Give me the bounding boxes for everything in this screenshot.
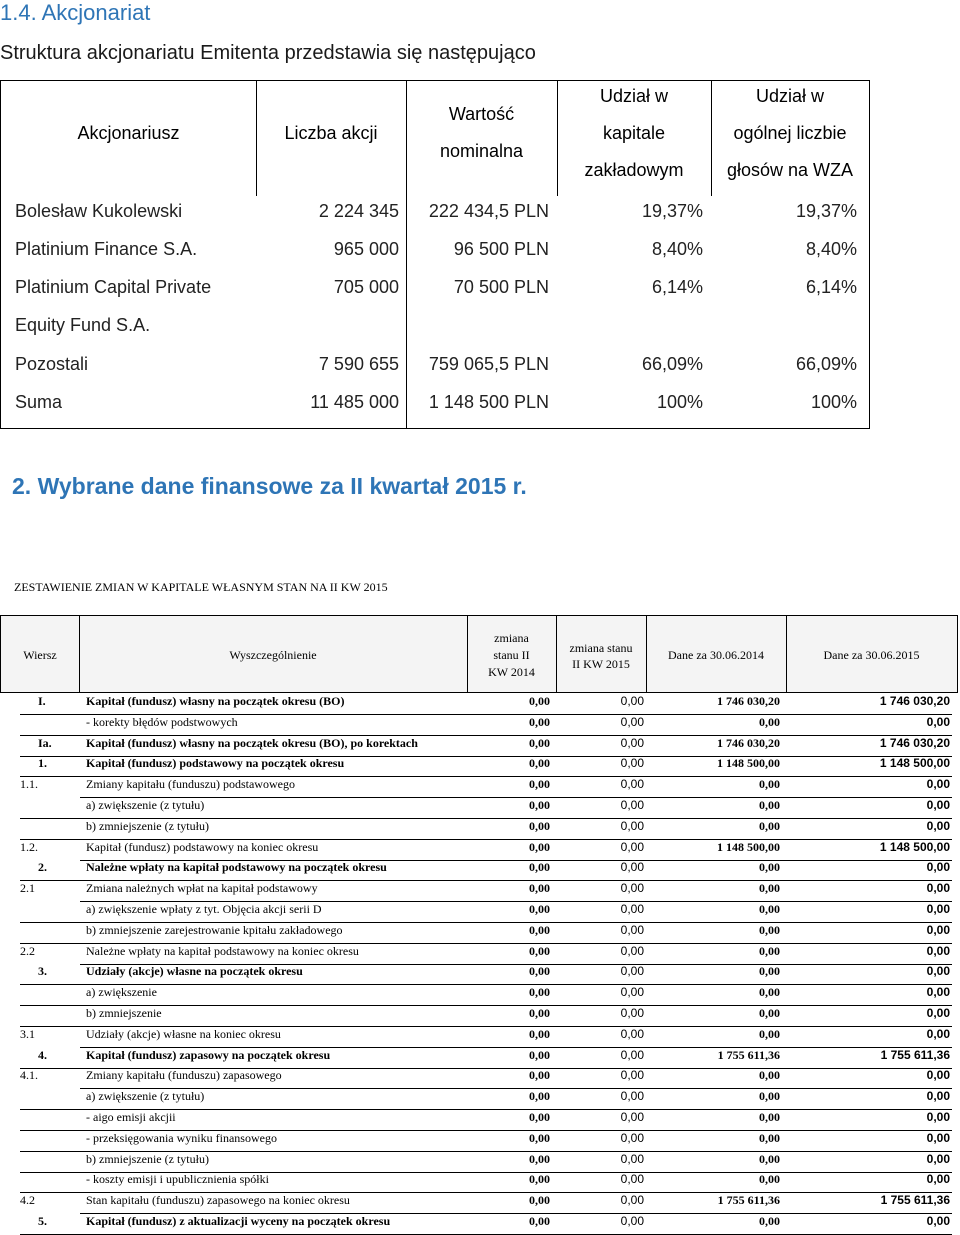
data-2014-value: 0,00 xyxy=(759,902,780,916)
header-change-2015: zmiana stanu xyxy=(569,641,633,655)
data-2014-value: 1 746 030,20 xyxy=(717,694,780,708)
change-2015-value: 0,00 xyxy=(620,839,644,854)
change-2014-value: 0,00 xyxy=(529,943,550,958)
data-2015-value: 0,00 xyxy=(926,1214,950,1228)
data-2015-value: 0,00 xyxy=(926,902,950,916)
votes-share: 66,09% xyxy=(795,354,857,374)
data-2015-value: 1 746 030,20 xyxy=(879,735,950,750)
change-2014-value: 0,00 xyxy=(529,1130,550,1145)
header-row-number: Wiersz xyxy=(23,648,57,662)
data-2014-value: 0,00 xyxy=(759,1110,780,1124)
change-2014-value: 0,00 xyxy=(529,1172,550,1187)
change-2014-value: 0,00 xyxy=(529,777,550,792)
header-change-2015: II KW 2015 xyxy=(572,657,630,671)
table-row xyxy=(0,964,958,985)
change-2014-value: 0,00 xyxy=(529,1151,550,1166)
section-intro: Struktura akcjonariatu Emitenta przedstawia się następująco xyxy=(0,42,536,64)
data-2014-value: 0,00 xyxy=(759,1006,780,1020)
header-shares: Liczba akcji xyxy=(284,123,378,143)
row-description: Kapitał (fundusz) zapasowy na początek okresu xyxy=(86,1047,331,1062)
change-2014-value: 0,00 xyxy=(529,881,550,896)
row-description: Zmiana należnych wpłat na kapitał podstawowy xyxy=(86,881,318,896)
change-2014-value: 0,00 xyxy=(529,1193,550,1208)
header-data-2015: Dane za 30.06.2015 xyxy=(823,648,920,662)
row-description: - aigo emisji akcjii xyxy=(86,1110,176,1124)
row-description: b) zmniejszenie (z tytułu) xyxy=(86,818,209,833)
data-2015-value: 1 148 500,00 xyxy=(879,839,950,854)
data-2015-value: 0,00 xyxy=(926,1068,950,1083)
nominal-value: 70 500 PLN xyxy=(453,277,549,297)
change-2014-value: 0,00 xyxy=(529,756,550,771)
data-2014-value: 0,00 xyxy=(759,985,780,1000)
data-2015-value: 0,00 xyxy=(926,881,950,896)
table-row xyxy=(0,736,958,757)
change-2015-value: 0,00 xyxy=(620,860,644,875)
row-description: - korekty błędów podstwowych xyxy=(86,714,238,729)
data-2015-value: 0,00 xyxy=(926,1130,950,1145)
data-2014-value: 1 148 500,00 xyxy=(717,756,780,771)
data-2015-value: 1 148 500,00 xyxy=(879,756,950,771)
data-2014-value: 1 755 611,36 xyxy=(717,1047,780,1062)
change-2015-value: 0,00 xyxy=(620,964,644,979)
table-row xyxy=(0,1214,958,1235)
row-number: 3.1 xyxy=(20,1026,35,1041)
data-2015-value: 0,00 xyxy=(926,777,950,792)
data-2015-value: 0,00 xyxy=(926,714,950,729)
holder-name: Platinium Capital Private xyxy=(15,277,212,297)
data-2014-value: 0,00 xyxy=(759,1151,780,1166)
votes-share: 19,37% xyxy=(795,201,857,221)
row-number: 3. xyxy=(38,964,47,979)
nominal-value: 1 148 500 PLN xyxy=(428,392,549,412)
capital-share: 6,14% xyxy=(651,277,703,297)
table-row xyxy=(0,1027,958,1048)
row-description: - przeksięgowania wyniku finansowego xyxy=(86,1130,277,1145)
row-number: 4. xyxy=(38,1047,47,1062)
change-2014-value: 0,00 xyxy=(529,985,550,1000)
change-2015-value: 0,00 xyxy=(620,1172,644,1187)
votes-share: 8,40% xyxy=(805,239,857,259)
row-description: Udziały (akcje) własne na początek okresu xyxy=(86,964,303,979)
data-2015-value: 0,00 xyxy=(926,1006,950,1020)
row-description: Należne wpłaty na kapitał podstawowy na początek okresu xyxy=(86,860,387,875)
table-row xyxy=(0,1152,958,1173)
data-2014-value: 0,00 xyxy=(759,943,780,958)
financial-table-title: ZESTAWIENIE ZMIAN W KAPITALE WŁASNYM STAN NA II KW 2015 xyxy=(14,580,388,594)
change-2015-value: 0,00 xyxy=(620,1214,644,1228)
section-heading: 2. Wybrane dane finansowe za II kwartał 2015 r. xyxy=(12,473,527,499)
row-description: Stan kapitału (funduszu) zapasowego na koniec okresu xyxy=(86,1193,350,1208)
row-number: Ia. xyxy=(38,735,52,750)
row-number: I. xyxy=(38,694,46,708)
data-2015-value: 0,00 xyxy=(926,1172,950,1187)
header-change-2014: stanu II xyxy=(493,648,530,662)
table-row xyxy=(0,798,958,819)
data-2014-value: 0,00 xyxy=(759,798,780,812)
row-description: Kapitał (fundusz) z aktualizacji wyceny na początek okresu xyxy=(86,1214,391,1228)
table-row xyxy=(0,985,958,1006)
data-2014-value: 0,00 xyxy=(759,1214,780,1228)
change-2014-value: 0,00 xyxy=(529,1214,550,1228)
change-2015-value: 0,00 xyxy=(620,1047,644,1062)
shares-value: 2 224 345 xyxy=(318,201,399,221)
header-data-2014: Dane za 30.06.2014 xyxy=(668,648,764,662)
data-2015-value: 1 746 030,20 xyxy=(879,694,950,708)
change-2015-value: 0,00 xyxy=(620,1130,644,1145)
change-2015-value: 0,00 xyxy=(620,1089,644,1104)
shares-value: 705 000 xyxy=(333,277,399,297)
holder-name-cont: Equity Fund S.A. xyxy=(15,315,151,335)
row-description: a) zwiększenie (z tytułu) xyxy=(86,1089,205,1104)
data-2014-value: 1 755 611,36 xyxy=(717,1193,780,1208)
row-number: 4.2 xyxy=(20,1193,35,1208)
row-number: 1.1. xyxy=(20,777,38,792)
header-votes: głosów na WZA xyxy=(726,160,854,180)
data-2014-value: 0,00 xyxy=(759,860,780,875)
table-row xyxy=(0,1089,958,1110)
data-2014-value: 0,00 xyxy=(759,922,780,937)
nominal-value: 759 065,5 PLN xyxy=(428,354,549,374)
row-description: Zmiany kapitału (funduszu) podstawowego xyxy=(86,777,295,792)
data-2015-value: 0,00 xyxy=(926,1110,950,1124)
row-description: Kapitał (fundusz) własny na początek okresu (BO), po korektach xyxy=(86,735,418,750)
change-2014-value: 0,00 xyxy=(529,839,550,854)
row-number: 2.1 xyxy=(20,881,35,896)
change-2014-value: 0,00 xyxy=(529,1110,550,1124)
header-capital: kapitale xyxy=(602,123,666,143)
nominal-value: 96 500 PLN xyxy=(453,239,549,259)
holder-name: Platinium Finance S.A. xyxy=(15,239,198,259)
capital-share: 8,40% xyxy=(651,239,703,259)
header-capital: zakładowym xyxy=(584,160,684,180)
row-number: 2. xyxy=(38,860,47,875)
data-2014-value: 0,00 xyxy=(759,881,780,896)
header-capital: Udział w xyxy=(599,86,669,106)
change-2014-value: 0,00 xyxy=(529,1068,550,1083)
capital-share: 19,37% xyxy=(641,201,703,221)
data-2015-value: 0,00 xyxy=(926,1151,950,1166)
data-2014-value: 0,00 xyxy=(759,1089,780,1104)
table-row xyxy=(0,860,958,881)
table-row xyxy=(0,715,958,736)
change-2014-value: 0,00 xyxy=(529,1089,550,1104)
row-description: a) zwiększenie xyxy=(86,985,157,1000)
header-change-2014: zmiana xyxy=(494,631,529,645)
row-number: 1. xyxy=(38,756,47,771)
data-2014-value: 0,00 xyxy=(759,1172,780,1187)
header-votes: Udział w xyxy=(755,86,825,106)
row-number: 4.1. xyxy=(20,1068,38,1083)
change-2015-value: 0,00 xyxy=(620,756,644,771)
change-2014-value: 0,00 xyxy=(529,1006,550,1020)
change-2015-value: 0,00 xyxy=(620,985,644,1000)
holder-name: Pozostali xyxy=(15,354,89,374)
row-description: Kapitał (fundusz) podstawowy na początek okresu xyxy=(86,756,345,771)
change-2015-value: 0,00 xyxy=(620,881,644,896)
change-2015-value: 0,00 xyxy=(620,735,644,750)
data-2015-value: 0,00 xyxy=(926,943,950,958)
shares-value: 7 590 655 xyxy=(318,354,399,374)
table-row xyxy=(0,1048,958,1069)
change-2014-value: 0,00 xyxy=(529,964,550,979)
data-2015-value: 1 755 611,36 xyxy=(880,1047,950,1062)
data-2014-value: 0,00 xyxy=(759,1130,780,1145)
data-2015-value: 1 755 611,36 xyxy=(880,1193,950,1208)
data-2015-value: 0,00 xyxy=(926,922,950,937)
table-row xyxy=(0,840,958,861)
row-number: 2.2 xyxy=(20,943,35,958)
change-2015-value: 0,00 xyxy=(620,922,644,937)
header-nominal: Wartość xyxy=(448,104,515,124)
header-description: Wyszczególnienie xyxy=(229,648,317,662)
table-row xyxy=(0,777,958,798)
change-2014-value: 0,00 xyxy=(529,798,550,812)
section-title: 1.4. Akcjonariat xyxy=(0,0,151,25)
data-2015-value: 0,00 xyxy=(926,860,950,875)
table-row xyxy=(0,694,958,715)
table-row xyxy=(0,756,958,777)
data-2015-value: 0,00 xyxy=(926,1089,950,1104)
table-row xyxy=(0,902,958,923)
change-2014-value: 0,00 xyxy=(529,860,550,875)
data-2014-value: 0,00 xyxy=(759,964,780,979)
shares-value: 965 000 xyxy=(333,239,399,259)
change-2015-value: 0,00 xyxy=(620,818,644,833)
holder-name: Bolesław Kukolewski xyxy=(15,201,183,221)
change-2015-value: 0,00 xyxy=(620,714,644,729)
change-2014-value: 0,00 xyxy=(529,922,550,937)
change-2014-value: 0,00 xyxy=(529,714,550,729)
data-2014-value: 0,00 xyxy=(759,714,780,729)
change-2015-value: 0,00 xyxy=(620,902,644,916)
data-2014-value: 0,00 xyxy=(759,1026,780,1041)
change-2015-value: 0,00 xyxy=(620,1068,644,1083)
row-description: a) zwiększenie wpłaty z tyt. Objęcia akcji serii D xyxy=(86,902,322,916)
data-2014-value: 1 746 030,20 xyxy=(717,735,780,750)
votes-share: 6,14% xyxy=(805,277,857,297)
table-row xyxy=(0,1172,958,1193)
change-2014-value: 0,00 xyxy=(529,1047,550,1062)
change-2015-value: 0,00 xyxy=(620,1193,644,1208)
table-row xyxy=(0,819,958,840)
holder-name: Suma xyxy=(15,392,63,412)
row-description: a) zwiększenie (z tytułu) xyxy=(86,798,205,812)
change-2014-value: 0,00 xyxy=(529,694,550,708)
change-2015-value: 0,00 xyxy=(620,1026,644,1041)
change-2015-value: 0,00 xyxy=(620,1151,644,1166)
table-row xyxy=(0,1193,958,1214)
header-votes: ogólnej liczbie xyxy=(733,123,847,143)
header-change-2014: KW 2014 xyxy=(488,665,535,679)
row-description: Zmiany kapitału (funduszu) zapasowego xyxy=(86,1068,282,1083)
data-2015-value: 0,00 xyxy=(926,818,950,833)
row-number: 5. xyxy=(38,1214,47,1228)
nominal-value: 222 434,5 PLN xyxy=(428,201,549,221)
row-number: 1.2. xyxy=(20,839,38,854)
change-2015-value: 0,00 xyxy=(620,694,644,708)
table-row xyxy=(0,881,958,902)
shares-value: 11 485 000 xyxy=(310,392,399,412)
table-row xyxy=(0,1006,958,1027)
data-2014-value: 1 148 500,00 xyxy=(717,839,780,854)
row-description: b) zmniejszenie xyxy=(86,1006,162,1020)
row-description: b) zmniejszenie (z tytułu) xyxy=(86,1151,209,1166)
change-2015-value: 0,00 xyxy=(620,798,644,812)
table-row xyxy=(0,923,958,944)
row-description: Udziały (akcje) własne na koniec okresu xyxy=(86,1026,281,1041)
change-2015-value: 0,00 xyxy=(620,777,644,792)
row-description: b) zmniejszenie zarejestrowanie kpitału zakładowego xyxy=(86,922,343,937)
row-description: Kapitał (fundusz) własny na początek okresu (BO) xyxy=(86,694,345,708)
change-2015-value: 0,00 xyxy=(620,1110,644,1124)
data-2015-value: 0,00 xyxy=(926,964,950,979)
votes-share: 100% xyxy=(810,392,857,412)
change-2014-value: 0,00 xyxy=(529,1026,550,1041)
data-2014-value: 0,00 xyxy=(759,818,780,833)
table-row xyxy=(0,1131,958,1152)
capital-share: 66,09% xyxy=(641,354,703,374)
table-row xyxy=(0,1110,958,1131)
table-row xyxy=(0,944,958,965)
data-2014-value: 0,00 xyxy=(759,1068,780,1083)
change-2015-value: 0,00 xyxy=(620,1006,644,1020)
data-2015-value: 0,00 xyxy=(926,798,950,812)
change-2015-value: 0,00 xyxy=(620,943,644,958)
row-description: - koszty emisji i upublicznienia spółki xyxy=(86,1172,269,1187)
header-nominal: nominalna xyxy=(439,141,524,161)
shareholder-table xyxy=(0,80,870,429)
change-2014-value: 0,00 xyxy=(529,902,550,916)
row-description: Kapitał (fundusz) podstawowy na koniec okresu xyxy=(86,839,319,854)
data-2014-value: 0,00 xyxy=(759,777,780,792)
row-description: Należne wpłaty na kapitał podstawowy na koniec okresu xyxy=(86,943,359,958)
table-row xyxy=(0,1068,958,1089)
change-2014-value: 0,00 xyxy=(529,818,550,833)
data-2015-value: 0,00 xyxy=(926,985,950,1000)
capital-share: 100% xyxy=(656,392,703,412)
change-2014-value: 0,00 xyxy=(529,735,550,750)
financial-table-header xyxy=(0,615,958,693)
header-holder: Akcjonariusz xyxy=(77,123,180,143)
data-2015-value: 0,00 xyxy=(926,1026,950,1041)
